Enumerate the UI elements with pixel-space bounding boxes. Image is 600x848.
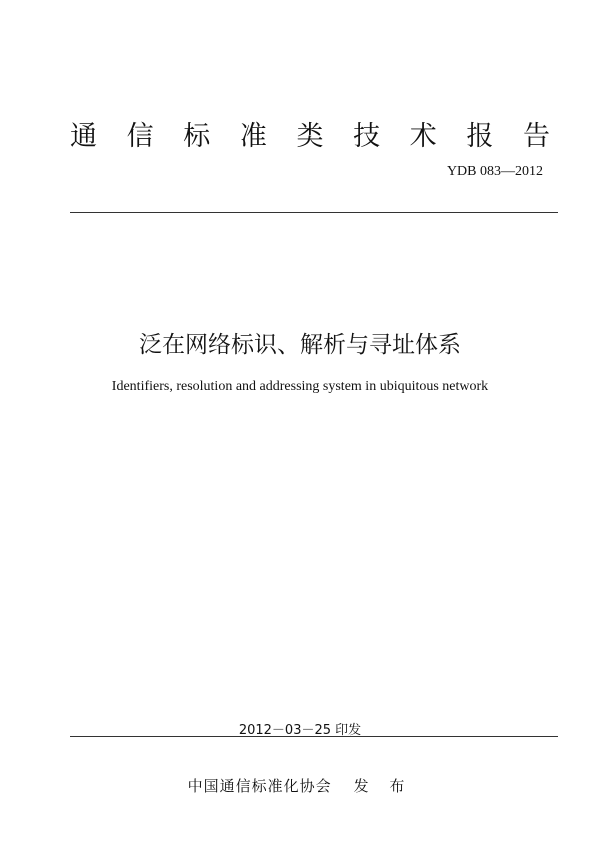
publish-action: 发 布	[353, 777, 413, 795]
series-title-char: 信	[126, 121, 154, 152]
publisher-name: 中国通信标准化协会	[187, 777, 332, 795]
publisher-line	[0, 775, 600, 796]
series-title-char: 告	[523, 121, 550, 152]
series-title-char: 标	[183, 121, 211, 152]
document-title-english: Identifiers, resolution and addressing system in ubiquitous network	[111, 379, 489, 394]
series-title-char: 技	[353, 121, 381, 152]
series-title	[70, 114, 550, 153]
series-title-char: 准	[239, 121, 267, 152]
footer-divider	[70, 736, 558, 737]
series-title-char: 术	[409, 121, 437, 152]
series-title-char: 报	[466, 121, 494, 152]
header-divider	[70, 212, 558, 213]
series-title-char: 通	[70, 121, 97, 152]
standard-number: YDB 083—2012	[446, 164, 543, 179]
series-title-char: 类	[296, 121, 324, 152]
document-title-chinese: 泛在网络标识、解析与寻址体系	[139, 332, 461, 358]
print-date: 2012－03－25 印发	[238, 723, 362, 738]
